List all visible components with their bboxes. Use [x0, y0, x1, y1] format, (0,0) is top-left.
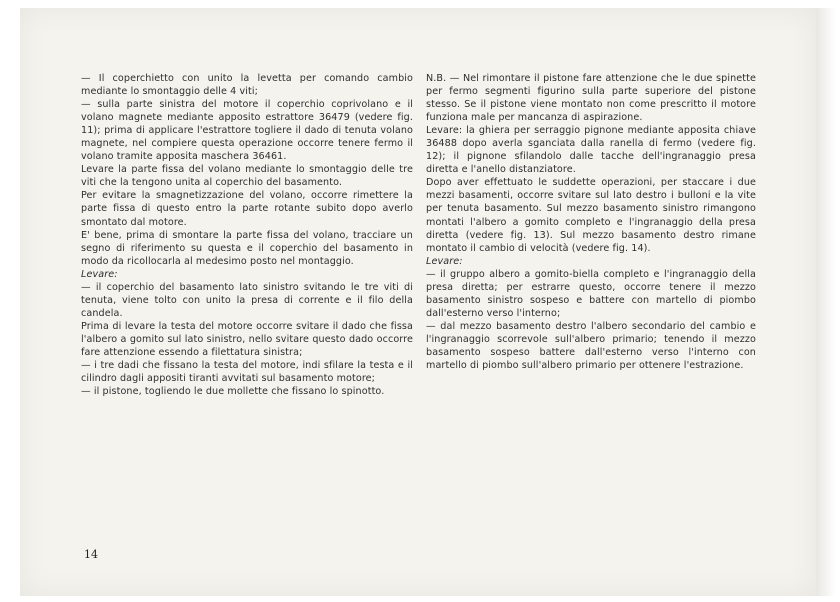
- manual-page: [20, 8, 816, 596]
- paragraph: Prima di levare la testa del motore occorre svitare il dado che fissa l'albero a gomito sul lato sinistro, nello svitare questo dado occorre fare attenzione essendo a filettatura sinistra;: [81, 320, 413, 358]
- paragraph: Dopo aver effettuato le suddette operazioni, per staccare i due mezzi basamenti, occorre svitare sul lato destro i bulloni e la vite per tenuta basamento. Sul mezzo basamento sinistro rimangono montati l'albero a gomito completo e l'ingranaggio della presa diretta (vedere fig. 13). Sul mezzo basamento destro rimane montato il cambio di velocità (vedere fig. 14).: [426, 177, 756, 254]
- paragraph: — dal mezzo basamento destro l'albero secondario del cambio e l'ingranaggio scorrevole sull'albero primario; tenendo il mezzo basamento sospeso battere dall'esterno verso l'interno con martello di piombo sull'albero primario per ottenere l'estrazione.: [426, 320, 756, 372]
- section-label: Levare:: [426, 255, 463, 267]
- paragraph: Levare la parte fissa del volano mediante lo smontaggio delle tre viti che la tengono unita al coperchio del basamento.: [81, 164, 413, 189]
- section-label: Levare:: [81, 268, 118, 280]
- paragraph: Per evitare la smagnetizzazione del volano, occorre rimettere la parte fissa di questo entro la parte rotante subito dopo averlo smontato dal motore.: [81, 190, 413, 228]
- paragraph: — Il coperchietto con unito la levetta per comando cambio mediante lo smontaggio delle 4 viti;: [81, 73, 413, 98]
- page-number: 14: [84, 548, 98, 561]
- paragraph: — sulla parte sinistra del motore il coperchio coprivolano e il volano magnete mediante apposito estrattore 36479 (vedere fig. 11); prima di applicare l'estrattore togliere il dado di tenuta volano magnete, nel compiere questa operazione occorre tenere fermo il volano tramite apposita maschera 36461.: [81, 99, 413, 163]
- paragraph: — il gruppo albero a gomito-biella completo e l'ingranaggio della presa diretta; per estrarre questo, occorre tenere il mezzo basamento sinistro sospeso e battere con martello di piombo dall'esterno verso l'interno;: [426, 268, 756, 319]
- paragraph: — il coperchio del basamento lato sinistro svitando le tre viti di tenuta, viene tolto con unito la presa di corrente e il filo della candela.: [81, 281, 413, 319]
- paragraph: E' bene, prima di smontare la parte fissa del volano, tracciare un segno di riferimento su questa e il coperchio del basamento in modo da ricollocarla al medesimo posto nel montaggio.: [81, 229, 413, 267]
- left-text-column: [81, 72, 413, 398]
- paragraph: Levare: la ghiera per serraggio pignone mediante apposita chiave 36488 dopo averla sganciata dalla ranella di fermo (vedere fig. 12); il pignone sfilandolo dalle tacche dell'ingranaggio presa diretta e l'anello distanziatore.: [426, 125, 756, 176]
- right-text-column: [426, 72, 756, 372]
- page-edge-shadow: [816, 8, 836, 596]
- paragraph: — il pistone, togliendo le due mollette che fissano lo spinotto.: [81, 386, 385, 398]
- paragraph: — i tre dadi che fissano la testa del motore, indi sfilare la testa e il cilindro dagli appositi tiranti avvitati sul basamento motore;: [81, 360, 413, 385]
- paragraph: N.B. — Nel rimontare il pistone fare attenzione che le due spinette per fermo segmenti figurino sulla parte superiore del pistone stesso. Se il pistone viene montato non come prescritto il motore funziona male per mancanza di aspirazione.: [426, 73, 756, 124]
